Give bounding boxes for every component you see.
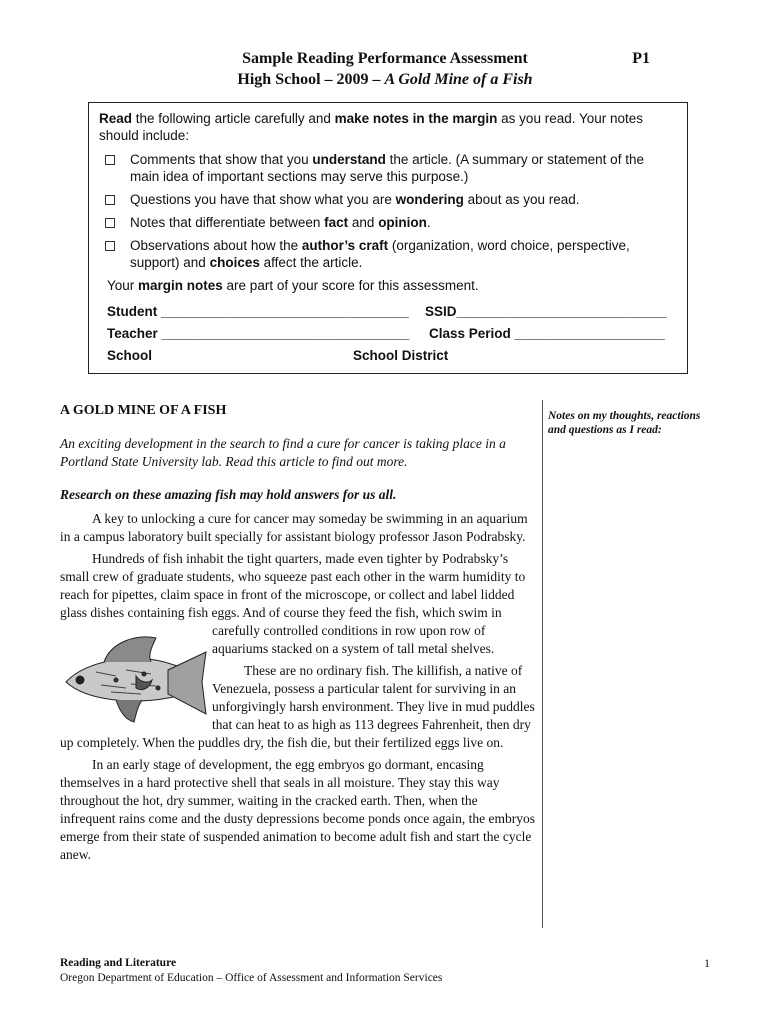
article-subtitle: Research on these amazing fish may hold answers for us all. [60,487,397,502]
item-text: (organization, word choice, perspective, support) and [130,238,630,270]
checkbox-square-icon [105,218,115,228]
header-article-title: A Gold Mine of a Fish [384,71,533,88]
item-bold: choices [209,255,260,270]
school-district-field[interactable]: School District [353,348,449,363]
intro-text-1: the following article carefully and [132,111,335,126]
field-row [107,325,687,347]
intro-bold-read: Read [99,111,133,126]
item-bold: opinion [378,215,427,230]
paragraph-2-text: Hundreds of fish inhabit the tight quarters, made even tighter by Podrabsky’s small crew of graduate students, who squeeze past each other in the warm humidity to reach for pipettes, claim space in front of the microscope, or collect and label lidded glass dishes containing fish eggs. And of course they feed the fish, which swim in carefully controlled conditions in row upon row of aquariums stacked on a system of tall metal shelves. [60,551,526,656]
item-text: and [348,215,379,230]
note-text: are part of your score for this assessment. [222,278,479,293]
checkbox-square-icon [105,195,115,205]
item-bold: understand [312,152,386,167]
school-field[interactable]: School [107,348,153,363]
note-text: Your [107,278,139,293]
header-subtitle [0,69,770,90]
footer-department: Oregon Department of Education – Office of Assessment and Information Services [60,972,443,984]
fish-icon [66,637,206,722]
item-bold: wondering [395,192,464,207]
checkbox-square-icon [105,155,115,165]
teacher-field[interactable]: Teacher _________________________________ [107,326,410,341]
article-paragraph-4: In an early stage of development, the egg embryos go dormant, encasing themselves in a hard protective shell that seals in all moisture. They stay this way throughout the hot, dry summer, waiting in the cracked earth. Then, when the infrequent rains come and the dusty depressions become ponds once again, the embryos emerge from their state of suspended animation to become adult fish and start the cycle anew. [60,757,535,862]
page-code: P1 [632,50,650,67]
instructions-box [88,102,688,374]
page-number: 1 [704,956,710,970]
item-text: Questions you have that show what you are [130,192,396,207]
killifish-illustration [56,630,216,725]
instruction-item [105,237,675,271]
item-bold: fact [324,215,349,230]
header-title: Sample Reading Performance Assessment [242,50,528,67]
article-title: A GOLD MINE OF A FISH [60,403,227,418]
intro-bold-margin: make notes in the margin [334,111,498,126]
instruction-item [105,214,675,231]
ssid-field[interactable]: SSID____________________________ [425,304,667,319]
margin-notes-label: Notes on my thoughts, reactions and questions as I read: [548,410,701,436]
page-header [0,48,770,90]
margin-divider [542,400,543,928]
field-row [107,303,687,325]
instructions-list [105,151,675,277]
article-paragraph-1: A key to unlocking a cure for cancer may someday be swimming in an aquarium in a campus laboratory built specially for assistant biology professor Jason Podrabsky. [60,511,528,544]
page-footer [60,956,442,986]
intro-text-2: as you read. Your notes should include: [99,111,644,143]
field-row [107,347,687,369]
item-text: Observations about how the [130,238,302,253]
article-paragraph-3: These are no ordinary fish. The killifish, a native of Venezuela, possess a particular talent for surviving in an unforgivingly harsh environment. They live in mud puddles that can heat to as high as 113 degrees Fahrenheit, then dry up completely. When the puddles dry, the fish die, but their fertilized eggs live on. [60,663,535,750]
item-text: Notes that differentiate between [130,215,325,230]
instructions-intro [99,110,674,144]
item-text: Comments that show that you [130,152,313,167]
student-info-fields [107,303,687,369]
instruction-item [105,191,675,208]
item-text: affect the article. [259,255,363,270]
item-text: the article. (A summary or statement of the main idea of important sections may serve this purpose.) [130,152,644,184]
header-subtitle-prefix: High School – 2009 – [237,71,385,88]
article-intro: An exciting development in the search to find a cure for cancer is taking place in a Portland State University lab. Read this article to find out more. [60,436,506,469]
instructions-note [107,277,479,294]
instruction-item [105,151,675,185]
student-field[interactable]: Student _________________________________ [107,304,409,319]
footer-subject: Reading and Literature [60,957,177,969]
note-bold: margin notes [138,278,223,293]
item-bold: author’s craft [301,238,389,253]
checkbox-square-icon [105,241,115,251]
class-period-field[interactable]: Class Period ____________________ [429,326,665,341]
item-text: . [426,215,431,230]
item-text: about as you read. [463,192,580,207]
